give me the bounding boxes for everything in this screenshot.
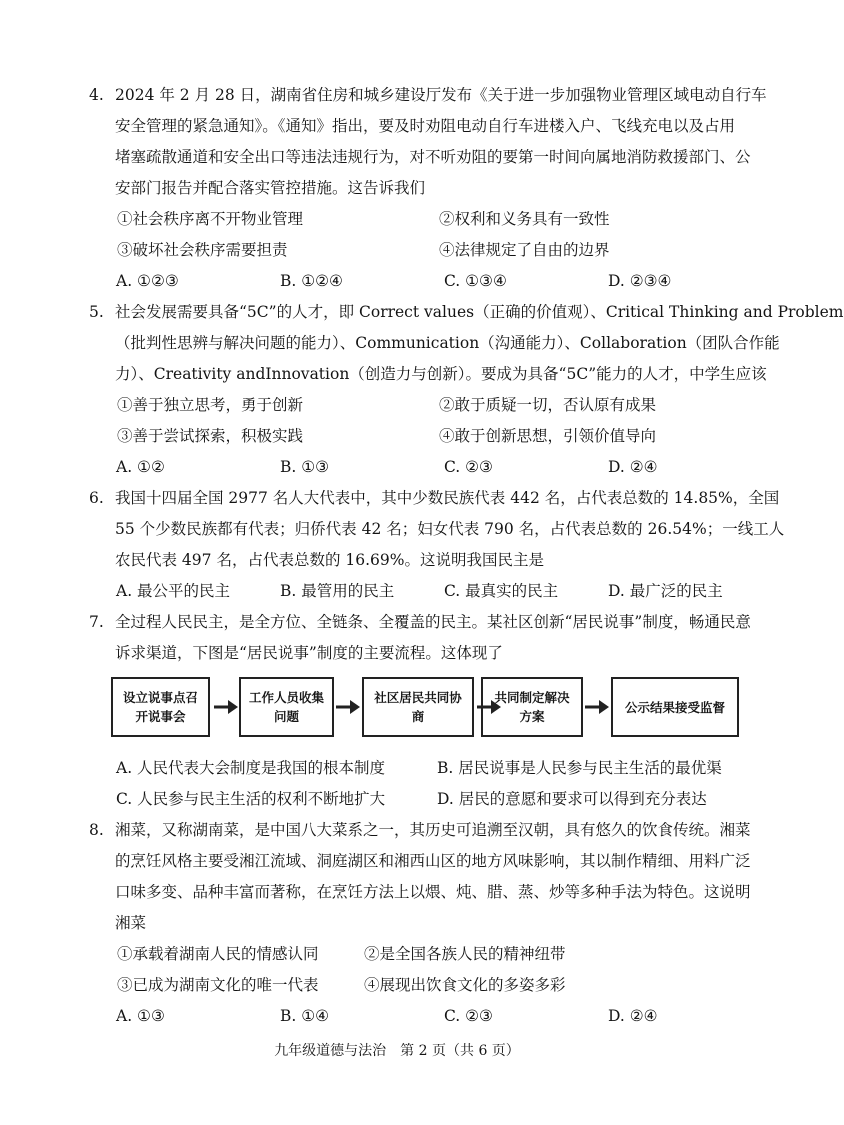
choice-c[interactable]: C. ①③④ — [444, 272, 507, 290]
question-number: 7. — [89, 613, 104, 631]
choice-d[interactable]: D. 最广泛的民主 — [608, 582, 723, 600]
arrow-right-icon — [214, 697, 238, 717]
statement: ②是全国各族人民的精神纽带 — [364, 945, 566, 963]
statement-row — [115, 939, 764, 970]
stem-line: 55 个少数民族都有代表；归侨代表 42 名；妇女代表 790 名，占代表总数的 26.54%；一线工人 — [115, 520, 785, 538]
choice-a[interactable]: A. 人民代表大会制度是我国的根本制度 — [116, 759, 386, 777]
statement-row — [115, 390, 764, 421]
choice-a[interactable]: A. ①② — [116, 458, 165, 476]
stem-line: 安部门报告并配合落实管控措施。这告诉我们 — [115, 179, 426, 197]
answer-choices — [115, 1001, 764, 1032]
flow-step-5: 公示结果接受监督 — [611, 677, 739, 737]
question-number: 4. — [89, 86, 104, 104]
choice-a[interactable]: A. ①②③ — [116, 272, 179, 290]
statement-row — [115, 421, 764, 452]
flow-step-4: 共同制定解决方案 — [481, 677, 583, 737]
question-8 — [0, 815, 794, 1032]
statement: ④展现出饮食文化的多姿多彩 — [364, 976, 566, 994]
question-number: 6. — [89, 489, 104, 507]
choice-d[interactable]: D. ②④ — [608, 1007, 658, 1025]
answer-choices — [115, 753, 764, 784]
statement: ③已成为湖南文化的唯一代表 — [117, 976, 319, 994]
question-4 — [0, 80, 794, 297]
statement: ①社会秩序离不开物业管理 — [117, 210, 304, 228]
statement: ①承载着湖南人民的情感认同 — [117, 945, 319, 963]
answer-choices — [115, 452, 764, 483]
choice-d[interactable]: D. 居民的意愿和要求可以得到充分表达 — [437, 790, 707, 808]
choice-c[interactable]: C. ②③ — [444, 458, 493, 476]
question-7 — [0, 607, 794, 815]
choice-c[interactable]: C. 最真实的民主 — [444, 582, 559, 600]
flow-step-1: 设立说事点召开说事会 — [111, 677, 210, 737]
stem-line: （批判性思辨与解决问题的能力）、Communication（沟通能力）、Collaboration（团队合作能 — [115, 334, 780, 352]
stem-line: 2024 年 2 月 28 日，湖南省住房和城乡建设厅发布《关于进一步加强物业管理区域电动自行车 — [115, 86, 767, 104]
statement: ④敢于创新思想，引领价值导向 — [439, 427, 657, 445]
stem-line: 安全管理的紧急通知》。《通知》指出，要及时劝阻电动自行车进楼入户、飞线充电以及占用 — [115, 117, 736, 135]
choice-c[interactable]: C. 人民参与民主生活的权利不断地扩大 — [116, 790, 386, 808]
choice-b[interactable]: B. 居民说事是人民参与民主生活的最优渠 — [437, 759, 722, 777]
choice-b[interactable]: B. ①③ — [280, 458, 330, 476]
answer-choices — [115, 784, 764, 815]
stem-line: 堵塞疏散通道和安全出口等违法违规行为，对不听劝阻的要第一时间向属地消防救援部门、公 — [115, 148, 751, 166]
statement: ③善于尝试探索，积极实践 — [117, 427, 304, 445]
choice-b[interactable]: B. 最管用的民主 — [280, 582, 395, 600]
answer-choices — [115, 266, 764, 297]
statement: ④法律规定了自由的边界 — [439, 241, 610, 259]
choice-d[interactable]: D. ②④ — [608, 458, 658, 476]
question-5 — [0, 297, 844, 483]
page-footer: 九年级道德与法治 第 2 页（共 6 页） — [274, 1043, 520, 1059]
statement-row — [115, 235, 764, 266]
question-6 — [0, 483, 794, 607]
stem-line: 我国十四届全国 2977 名人大代表中，其中少数民族代表 442 名，占代表总数的 14.85%，全国 — [115, 489, 780, 507]
choice-b[interactable]: B. ①②④ — [280, 272, 343, 290]
stem-line: 农民代表 497 名，占代表总数的 16.69%。这说明我国民主是 — [115, 551, 544, 569]
choice-c[interactable]: C. ②③ — [444, 1007, 493, 1025]
choice-d[interactable]: D. ②③④ — [608, 272, 672, 290]
flow-step-2: 工作人员收集问题 — [239, 677, 334, 737]
process-flowchart — [111, 677, 751, 747]
question-number: 8. — [89, 821, 104, 839]
stem-line: 诉求渠道，下图是“居民说事”制度的主要流程。这体现了 — [115, 644, 503, 662]
stem-line: 社会发展需要具备“5C”的人才，即 Correct values（正确的价值观）、Critical Thinking and Problem — [115, 303, 844, 321]
statement: ②权利和义务具有一致性 — [439, 210, 610, 228]
stem-line: 湘菜 — [115, 914, 147, 932]
choice-a[interactable]: A. 最公平的民主 — [116, 582, 231, 600]
choice-b[interactable]: B. ①④ — [280, 1007, 330, 1025]
exam-page — [0, 80, 844, 1032]
stem-line: 湘菜，又称湖南菜，是中国八大菜系之一，其历史可追溯至汉朝，具有悠久的饮食传统。湘菜 — [115, 821, 751, 839]
flow-step-3: 社区居民共同协商 — [362, 677, 474, 737]
stem-line: 的烹饪风格主要受湘江流域、洞庭湖区和湘西山区的地方风味影响，其以制作精细、用料广泛 — [115, 852, 751, 870]
question-number: 5. — [89, 303, 104, 321]
arrow-right-icon — [336, 697, 360, 717]
arrow-right-icon — [585, 697, 609, 717]
statement-row — [115, 970, 764, 1001]
stem-line: 全过程人民民主，是全方位、全链条、全覆盖的民主。某社区创新“居民说事”制度，畅通民意 — [115, 613, 751, 631]
statement: ③破坏社会秩序需要担责 — [117, 241, 288, 259]
statement: ①善于独立思考，勇于创新 — [117, 396, 304, 414]
choice-a[interactable]: A. ①③ — [116, 1007, 165, 1025]
answer-choices — [115, 576, 764, 607]
statement-row — [115, 204, 764, 235]
statement: ②敢于质疑一切，否认原有成果 — [439, 396, 657, 414]
stem-line: 口味多变、品种丰富而著称，在烹饪方法上以煨、炖、腊、蒸、炒等多种手法为特色。这说明 — [115, 883, 751, 901]
stem-line: 力）、Creativity andInnovation（创造力与创新）。要成为具备“5C”能力的人才，中学生应该 — [115, 365, 767, 383]
